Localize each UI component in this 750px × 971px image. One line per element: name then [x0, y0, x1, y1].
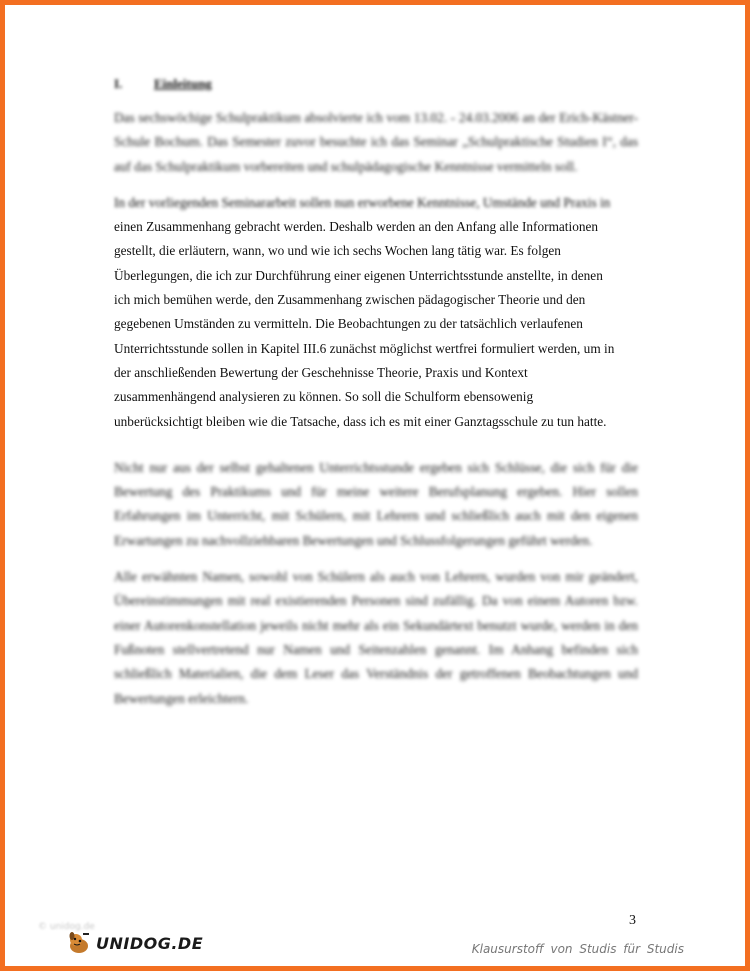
paragraph-2-line: unberücksichtigt bleiben wie die Tatsache, dass ich es mit einer Ganztagsschule zu tun hatte.	[114, 413, 607, 429]
paragraph-2	[114, 191, 638, 434]
paragraph-2-line: ich mich bemühen werde, den Zusammenhang zwischen pädagogischer Theorie und den	[114, 292, 586, 308]
dog-icon	[66, 930, 92, 956]
faint-copyright: © unidog.de	[38, 922, 95, 932]
paragraph-2-line: zusammenhängend analysieren zu können. So soll die Schulform ebensowenig	[114, 389, 534, 405]
paragraph-2-lead: In der vorliegenden Seminararbeit sollen nun erworbene Kenntnisse, Umstände und Praxis in	[114, 194, 611, 210]
paragraph-2-line: gestellt, die erläutern, wann, wo und wie ich sechs Wochen lang tätig war. Es folgen	[114, 243, 561, 259]
paragraph-2-line: der anschließenden Bewertung der Geschehnisse Theorie, Praxis und Kontext	[114, 364, 528, 380]
unidog-logo[interactable]	[66, 930, 203, 956]
paragraph-2-line: gegebenen Umständen zu vermitteln. Die Beobachtungen zu der tatsächlich verlaufenen	[114, 316, 583, 332]
paragraph-2-line: Überlegungen, die ich zur Durchführung einer eigenen Unterrichtsstunde anstellte, in denen	[114, 267, 603, 283]
paragraph-4: Alle erwähnten Namen, sowohl von Schülern als auch von Lehrern, wurden von mir geändert, Übereinstimmungen mit real existierenden Personen sind zufällig. Da von einem Autoren bzw. einer Autorenkonstellation jeweils nicht mehr als ein Sekundärtext benutzt wurde, werden in den Fußnoten stellvertretend nur Namen und Seitenzahlen genannt. Im Anhang befinden sich schließlich Materialien, die dem Leser das Verständnis der getroffenen Beobachtungen und Bewertungen erleichtern.	[114, 569, 638, 706]
logo-text: UNIDOG.DE	[96, 933, 204, 953]
footer-slogan: Klausurstoff von Studis für Studis	[471, 942, 684, 956]
document-page	[114, 76, 638, 723]
section-title: Einleitung	[154, 76, 212, 91]
paragraph-1: Das sechswöchige Schulpraktikum absolvierte ich vom 13.02. - 24.03.2006 an der Erich-Kästner-Schule Bochum. Das Semester zuvor besuchte ich das Seminar „Schulpraktische Studien I“, das auf das Schulpraktikum vorbereiten und schulpädagogische Kenntnisse vermitteln soll.	[114, 110, 638, 174]
section-heading	[114, 76, 638, 92]
paragraph-2-line: einen Zusammenhang gebracht werden. Deshalb werden an den Anfang alle Informationen	[114, 219, 599, 235]
section-number: I.	[114, 76, 123, 91]
paragraph-2-line: Unterrichtsstunde sollen in Kapitel III.6 zunächst möglichst wertfrei formuliert werden, um in	[114, 340, 615, 356]
page-number: 3	[629, 913, 636, 928]
paragraph-3: Nicht nur aus der selbst gehaltenen Unterrichtsstunde ergeben sich Schlüsse, die sich für die Bewertung des Praktikums und für meine weitere Berufsplanung ergeben. Hier sollen Erfahrungen im Unterricht, mit Schülern, mit Lehrern und schließlich auch mit den eigenen Erwartungen zu nachvollziehbaren Bewertungen und Schlussfolgerungen geführt werden.	[114, 459, 638, 548]
